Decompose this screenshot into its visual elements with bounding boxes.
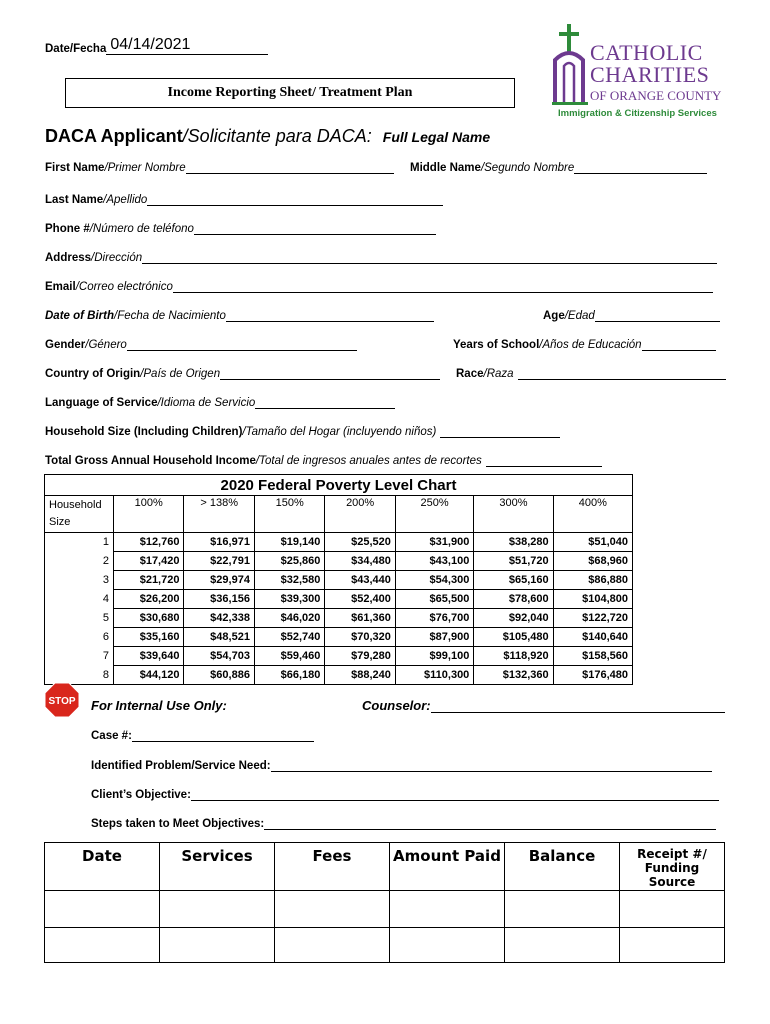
table-row [45,628,633,647]
phone-label: Phone #/Número de teléfono [45,223,194,235]
poverty-value-cell: $104,800 [553,590,632,609]
internal-use-label: For Internal Use Only: [91,698,227,713]
household-size-cell: 2 [45,552,114,571]
logo-line-3: OF ORANGE COUNTY [590,88,722,103]
poverty-value-cell: $35,160 [114,628,184,647]
header-fees: Fees [275,843,390,891]
case-label: Case #: [91,730,132,742]
counselor-label: Counselor: [362,698,431,713]
household-label: Household Size (Including Children)/Tamaño del Hogar (incluyendo niños) [45,426,437,438]
poverty-chart-title: 2020 Federal Poverty Level Chart [45,475,633,496]
poverty-value-cell: $16,971 [184,533,254,552]
col-header: > 138% [184,496,254,533]
poverty-value-cell: $76,700 [395,609,473,628]
income-input[interactable] [486,454,602,467]
poverty-value-cell: $54,703 [184,647,254,666]
poverty-value-cell: $22,791 [184,552,254,571]
poverty-value-cell: $39,300 [254,590,324,609]
treatment-table [44,842,725,963]
poverty-value-cell: $70,320 [325,628,395,647]
household-size-cell: 6 [45,628,114,647]
col-header: 150% [254,496,324,533]
table-cell[interactable] [45,891,160,928]
poverty-value-cell: $48,521 [184,628,254,647]
poverty-value-cell: $61,360 [325,609,395,628]
poverty-value-cell: $43,440 [325,571,395,590]
table-cell[interactable] [505,928,620,963]
poverty-value-cell: $17,420 [114,552,184,571]
age-label: Age/Edad [543,310,595,322]
table-row [45,891,725,928]
last-name-input[interactable] [147,193,443,206]
col-header: 100% [114,496,184,533]
date-input[interactable]: 04/14/2021 [106,36,268,55]
household-size-cell: 1 [45,533,114,552]
poverty-value-cell: $31,900 [395,533,473,552]
dob-input[interactable] [226,309,434,322]
objective-input[interactable] [191,788,719,801]
table-cell[interactable] [275,891,390,928]
poverty-value-cell: $87,900 [395,628,473,647]
svg-text:STOP: STOP [48,696,76,707]
table-cell[interactable] [390,891,505,928]
poverty-value-cell: $30,680 [114,609,184,628]
poverty-value-cell: $12,760 [114,533,184,552]
header-date: Date [45,843,160,891]
household-size-cell: 5 [45,609,114,628]
table-row [45,552,633,571]
heading-sub: Full Legal Name [382,129,491,145]
address-input[interactable] [142,251,717,264]
logo-line-1: CATHOLIC [590,40,703,65]
poverty-value-cell: $38,280 [474,533,553,552]
col-header: 200% [325,496,395,533]
household-size-cell: 7 [45,647,114,666]
poverty-value-cell: $86,880 [553,571,632,590]
heading-bold: DACA Applicant [45,126,183,146]
poverty-value-cell: $78,600 [474,590,553,609]
email-input[interactable] [173,280,713,293]
stop-sign-icon [44,682,80,718]
counselor-input[interactable] [431,700,725,713]
poverty-value-cell: $54,300 [395,571,473,590]
email-label: Email/Correo electrónico [45,281,173,293]
household-size-header: Household Size [45,496,114,533]
poverty-value-cell: $43,100 [395,552,473,571]
header-amount-paid: Amount Paid [390,843,505,891]
heading-italic: /Solicitante para DACA: [182,126,372,146]
header-receipt: Receipt #/ Funding Source [620,843,725,891]
poverty-value-cell: $42,338 [184,609,254,628]
table-row [45,609,633,628]
gender-input[interactable] [127,338,357,351]
poverty-value-cell: $79,280 [325,647,395,666]
dob-label: Date of Birth/Fecha de Nacimiento [45,310,226,322]
poverty-value-cell: $34,480 [325,552,395,571]
col-header: 250% [395,496,473,533]
table-cell[interactable] [45,928,160,963]
poverty-chart-table [44,474,633,685]
poverty-value-cell: $32,580 [254,571,324,590]
household-size-cell: 8 [45,666,114,685]
age-input[interactable] [595,309,720,322]
poverty-value-cell: $51,040 [553,533,632,552]
poverty-value-cell: $21,720 [114,571,184,590]
language-input[interactable] [255,396,395,409]
poverty-value-cell: $19,140 [254,533,324,552]
sheet-title: Income Reporting Sheet/ Treatment Plan [65,78,515,108]
poverty-value-cell: $99,100 [395,647,473,666]
table-row [45,666,633,685]
poverty-value-cell: $68,960 [553,552,632,571]
table-row [45,533,633,552]
poverty-value-cell: $25,520 [325,533,395,552]
address-label: Address/Dirección [45,252,143,264]
last-name-label: Last Name/Apellido [45,194,148,206]
poverty-value-cell: $29,974 [184,571,254,590]
household-input[interactable] [440,425,560,438]
table-cell[interactable] [160,928,275,963]
table-cell[interactable] [620,928,725,963]
school-input[interactable] [642,338,716,351]
poverty-value-cell: $92,040 [474,609,553,628]
income-label: Total Gross Annual Household Income/Total de ingresos anuales antes de recortes [45,455,482,467]
table-row [45,571,633,590]
header-balance: Balance [505,843,620,891]
poverty-value-cell: $51,720 [474,552,553,571]
poverty-value-cell: $158,560 [553,647,632,666]
country-input[interactable] [220,367,440,380]
poverty-value-cell: $39,640 [114,647,184,666]
table-row [45,590,633,609]
objective-label: Client’s Objective: [91,789,191,801]
table-cell[interactable] [620,891,725,928]
col-header: 400% [553,496,632,533]
poverty-value-cell: $59,460 [254,647,324,666]
table-row [45,647,633,666]
table-cell[interactable] [275,928,390,963]
problem-input[interactable] [271,759,712,772]
case-input[interactable] [132,729,314,742]
middle-name-label: Middle Name/Segundo Nombre [410,162,575,174]
gender-label: Gender/Género [45,339,127,351]
poverty-value-cell: $118,920 [474,647,553,666]
phone-input[interactable] [194,222,436,235]
header-services: Services [160,843,275,891]
date-field [45,36,268,55]
poverty-value-cell: $122,720 [553,609,632,628]
table-cell[interactable] [160,891,275,928]
col-header: 300% [474,496,553,533]
school-label: Years of School/Años de Educación [453,339,642,351]
race-input[interactable] [518,367,726,380]
table-cell[interactable] [390,928,505,963]
poverty-value-cell: $44,120 [114,666,184,685]
poverty-value-cell: $105,480 [474,628,553,647]
poverty-value-cell: $25,860 [254,552,324,571]
poverty-value-cell: $66,180 [254,666,324,685]
poverty-value-cell: $65,160 [474,571,553,590]
poverty-value-cell: $132,360 [474,666,553,685]
table-cell[interactable] [505,891,620,928]
steps-label: Steps taken to Meet Objectives: [91,818,265,830]
table-row [45,928,725,963]
poverty-value-cell: $52,740 [254,628,324,647]
poverty-value-cell: $110,300 [395,666,473,685]
household-size-cell: 3 [45,571,114,590]
applicant-heading [45,126,490,147]
poverty-value-cell: $52,400 [325,590,395,609]
logo-tagline: Immigration & Citizenship Services [558,108,717,119]
poverty-value-cell: $60,886 [184,666,254,685]
problem-label: Identified Problem/Service Need: [91,760,271,772]
logo [552,22,732,122]
first-name-input[interactable] [186,161,394,174]
poverty-value-cell: $176,480 [553,666,632,685]
poverty-value-cell: $36,156 [184,590,254,609]
poverty-value-cell: $26,200 [114,590,184,609]
first-name-label: First Name/Primer Nombre [45,162,186,174]
race-label: Race/Raza [456,368,514,380]
country-label: Country of Origin/País de Origen [45,368,221,380]
poverty-value-cell: $88,240 [325,666,395,685]
language-label: Language of Service/Idioma de Servicio [45,397,256,409]
date-label: Date/Fecha [45,43,107,55]
household-size-cell: 4 [45,590,114,609]
poverty-value-cell: $140,640 [553,628,632,647]
poverty-value-cell: $46,020 [254,609,324,628]
logo-line-2: CHARITIES [590,62,710,87]
middle-name-input[interactable] [574,161,707,174]
steps-input[interactable] [264,817,716,830]
poverty-value-cell: $65,500 [395,590,473,609]
